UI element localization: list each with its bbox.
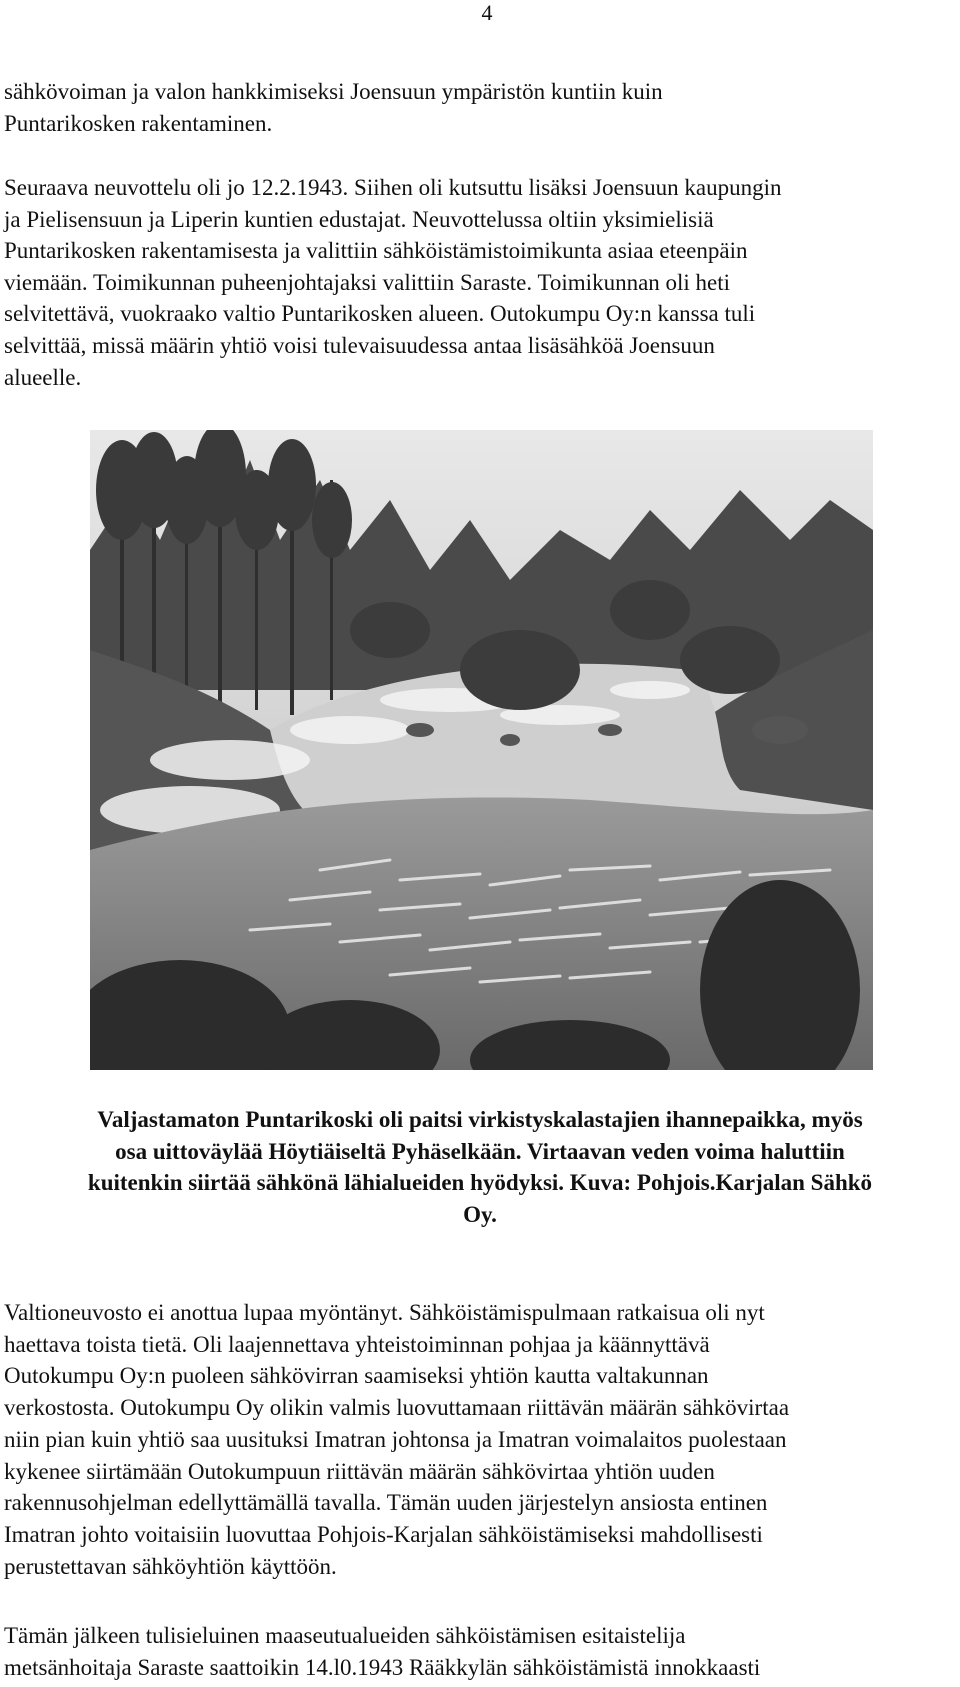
text-line: metsänhoitaja Saraste saattoikin 14.l0.1943 Rääkkylän sähköistämistä innokkaasti: [4, 1654, 761, 1680]
text-line: sähkövoiman ja valon hankkimiseksi Joensuun ympäristön kuntiin kuin: [4, 79, 663, 104]
paragraph-government-decision: [4, 1297, 954, 1582]
paragraph-intro-continuation: [4, 76, 954, 139]
rapids-photograph: [90, 430, 873, 1070]
caption-line: Valjastamaton Puntarikoski oli paitsi virkistyskalastajien ihannepaikka, myös: [97, 1107, 863, 1132]
text-line: kykenee siirtämään Outokumpuun riittävän määrän sähkövirtaa yhtiön uuden: [4, 1458, 715, 1484]
text-line: Puntarikosken rakentamisesta ja valittiin sähköistämistoimikunta asiaa eteenpäin: [4, 238, 748, 264]
paragraph-negotiation: [4, 172, 954, 393]
caption-line: kuitenkin siirtää sähkönä lähialueiden hyödyksi. Kuva: Pohjois.Karjalan Sähkö: [87, 1170, 873, 1195]
text-line: Tämän jälkeen tulisieluinen maaseutualueiden sähköistämisen esitaistelija: [4, 1623, 686, 1648]
text-line: verkostosta. Outokumpu Oy olikin valmis luovuttamaan riittävän määrän sähkövirtaa: [4, 1395, 790, 1421]
text-line: ja Pielisensuun ja Liperin kuntien edustajat. Neuvottelussa oltiin yksimielisiä: [4, 206, 714, 232]
text-line: niin pian kuin yhtiö saa uusituksi Imatran johtonsa ja Imatran voimalaitos puolestaan: [4, 1426, 787, 1452]
page-number: 4: [481, 0, 493, 25]
text-line: Valtioneuvosto ei anottua lupaa myöntänyt. Sähköistämispulmaan ratkaisua oli nyt: [4, 1300, 765, 1325]
rapids-photo-illustration: [90, 430, 873, 1070]
text-line: selvittää, missä määrin yhtiö voisi tulevaisuudessa antaa lisäsähköä Joensuun: [4, 332, 715, 358]
text-line: viemään. Toimikunnan puheenjohtajaksi valittiin Saraste. Toimikunnan oli heti: [4, 269, 731, 295]
text-line: Seuraava neuvottelu oli jo 12.2.1943. Siihen oli kutsuttu lisäksi Joensuun kaupungin: [4, 175, 782, 200]
text-line: alueelle.: [4, 364, 82, 390]
text-line: Outokumpu Oy:n puoleen sähkövirran saamiseksi yhtiön kautta valtakunnan: [4, 1363, 709, 1389]
text-line: rakennusohjelman edellyttämällä tavalla. Tämän uuden järjestelyn ansiosta entinen: [4, 1490, 768, 1516]
text-line: haettava toista tietä. Oli laajennettava yhteistoiminnan pohjaa ja käännyttävä: [4, 1331, 710, 1357]
text-line: selvitettävä, vuokraako valtio Puntarikosken alueen. Outokumpu Oy:n kanssa tuli: [4, 301, 756, 327]
caption-line: osa uittoväylää Höytiäiseltä Pyhäselkään. Virtaavan veden voima haluttiin: [115, 1138, 845, 1164]
paragraph-saraste: [4, 1620, 954, 1683]
photo-caption: [0, 1104, 960, 1230]
text-line: Imatran johto voitaisiin luovuttaa Pohjois-Karjalan sähköistämiseksi mahdollisesti: [4, 1521, 763, 1547]
text-line: Puntarikosken rakentaminen.: [4, 110, 273, 136]
caption-line: Oy.: [463, 1201, 497, 1227]
text-line: perustettavan sähköyhtiön käyttöön.: [4, 1553, 337, 1579]
